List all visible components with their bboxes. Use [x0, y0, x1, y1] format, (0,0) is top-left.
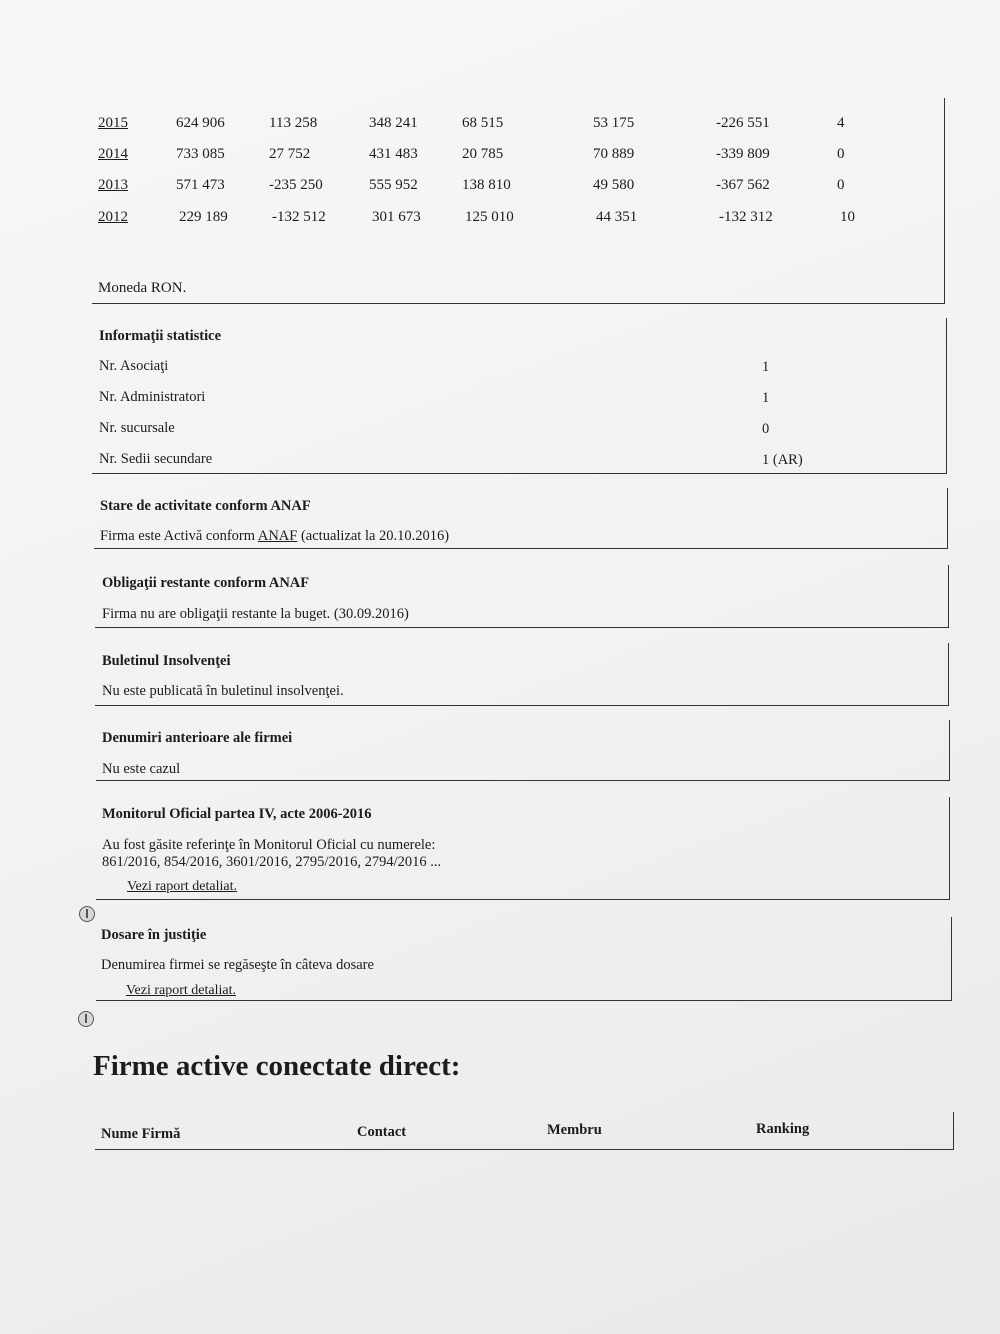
insolvency-title: Buletinul Insolvenţei: [102, 653, 231, 669]
financial-cell: 4: [837, 115, 845, 131]
financial-cell: 733 085: [176, 146, 225, 162]
stats-value-secondary-offices: 1 (AR): [762, 452, 803, 468]
financial-cell: -367 562: [716, 177, 770, 193]
financial-cell: 53 175: [593, 115, 635, 131]
financial-cell: -339 809: [716, 146, 770, 162]
financial-cell: -132 312: [719, 209, 773, 225]
financial-cell: 68 515: [462, 115, 504, 131]
financial-cell: 27 752: [269, 146, 311, 162]
anaf-status-title: Stare de activitate conform ANAF: [100, 498, 311, 514]
financial-cell: 49 580: [593, 177, 635, 193]
year-link[interactable]: 2015: [98, 115, 128, 131]
financial-cell: -226 551: [716, 115, 770, 131]
currency-note: Moneda RON.: [98, 280, 187, 296]
info-icon: [79, 906, 95, 922]
financial-cell: 10: [840, 209, 855, 225]
anaf-status-prefix: Firma este Activă conform: [100, 528, 258, 544]
stats-label-secondary-offices: Nr. Sedii secundare: [99, 451, 213, 467]
stats-title: Informaţii statistice: [99, 328, 222, 344]
financial-cell: 229 189: [179, 209, 228, 225]
monitor-line2: 861/2016, 854/2016, 3601/2016, 2795/2016, 2794/2016 ...: [102, 854, 442, 870]
justice-text: Denumirea firmei se regăseşte în câteva dosare: [101, 957, 374, 973]
anaf-status-suffix: (actualizat la 20.10.2016): [297, 528, 450, 544]
column-ranking[interactable]: Ranking: [756, 1121, 810, 1137]
info-icon: [78, 1011, 94, 1027]
anaf-status-text: [100, 528, 449, 545]
financial-cell: 20 785: [462, 146, 504, 162]
financial-cell: 555 952: [369, 177, 418, 193]
financial-cell: 301 673: [372, 209, 421, 225]
anaf-debts-text: Firma nu are obligaţii restante la buget. (30.09.2016): [102, 606, 409, 622]
stats-value-associates: 1: [762, 359, 770, 375]
connected-firms-table: [95, 1112, 954, 1150]
year-link[interactable]: 2014: [98, 146, 128, 162]
column-firm-name[interactable]: Nume Firmă: [101, 1126, 181, 1142]
financial-cell: 571 473: [176, 177, 225, 193]
column-member[interactable]: Membru: [547, 1122, 602, 1138]
financial-cell: -235 250: [269, 177, 323, 193]
column-contact[interactable]: Contact: [357, 1124, 407, 1140]
financial-cell: 70 889: [593, 146, 635, 162]
insolvency-text: Nu este publicată în buletinul insolvenţei.: [102, 683, 344, 699]
stats-label-branches: Nr. sucursale: [99, 420, 175, 436]
stats-label-administrators: Nr. Administratori: [99, 389, 206, 405]
justice-title: Dosare în justiţie: [101, 927, 207, 943]
financial-cell: 138 810: [462, 177, 511, 193]
former-names-title: Denumiri anterioare ale firmei: [102, 730, 293, 746]
financial-cell: 348 241: [369, 115, 418, 131]
financial-cell: 624 906: [176, 115, 225, 131]
stats-value-branches: 0: [762, 421, 770, 437]
monitor-title: Monitorul Oficial partea IV, acte 2006-2016: [102, 806, 372, 822]
financial-cell: 0: [837, 146, 845, 162]
former-names-text: Nu este cazul: [102, 761, 181, 777]
anaf-link[interactable]: ANAF: [257, 528, 298, 544]
monitor-detail-link[interactable]: Vezi raport detaliat.: [127, 879, 238, 894]
financial-cell: 44 351: [596, 209, 638, 225]
financial-cell: 431 483: [369, 146, 418, 162]
year-link[interactable]: 2012: [98, 209, 128, 225]
financial-cell: 125 010: [465, 209, 514, 225]
stats-label-associates: Nr. Asociaţi: [99, 358, 169, 374]
connected-firms-heading: Firme active conectate direct:: [93, 1050, 461, 1082]
year-link[interactable]: 2013: [98, 177, 128, 193]
stats-value-administrators: 1: [762, 390, 770, 406]
justice-detail-link[interactable]: Vezi raport detaliat.: [126, 983, 237, 998]
anaf-debts-title: Obligaţii restante conform ANAF: [102, 575, 310, 591]
financial-cell: -132 512: [272, 209, 326, 225]
financial-cell: 0: [837, 177, 845, 193]
monitor-line1: Au fost găsite referinţe în Monitorul Oficial cu numerele:: [102, 837, 436, 853]
financial-cell: 113 258: [269, 115, 318, 131]
